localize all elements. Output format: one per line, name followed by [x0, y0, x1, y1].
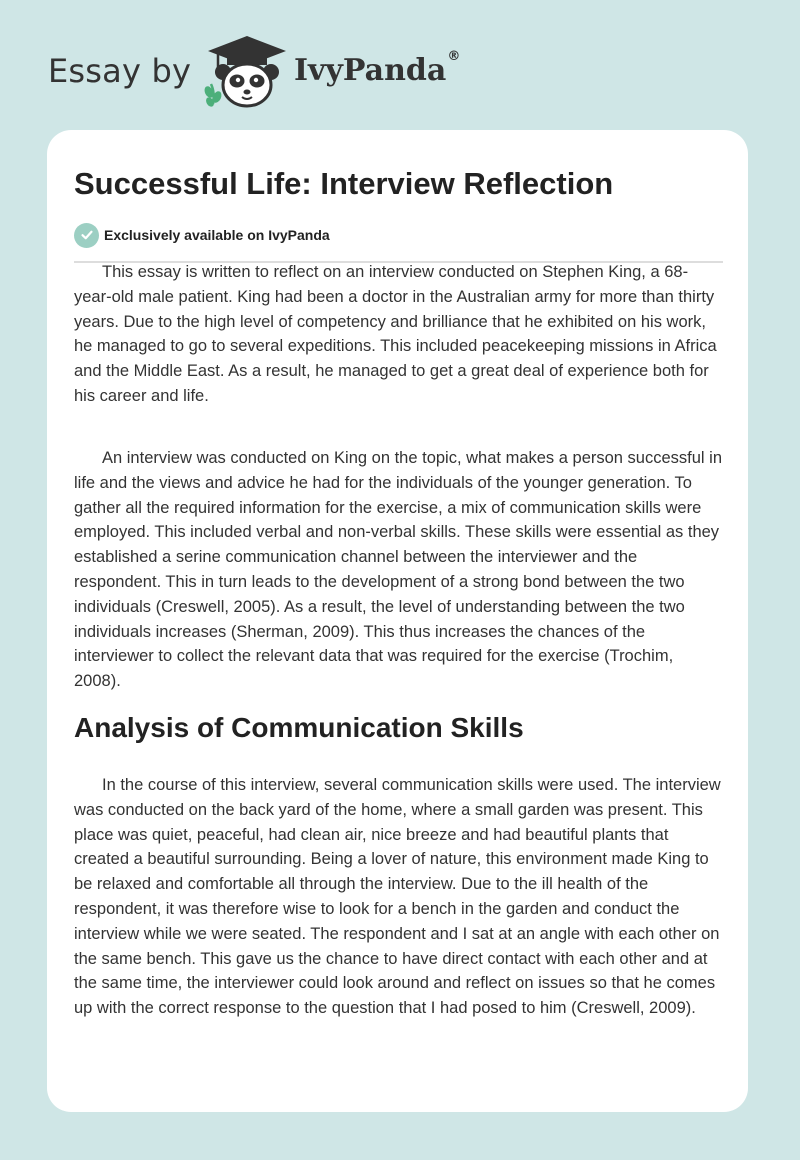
intro-paragraph-2 — [74, 446, 723, 694]
section-paragraph-1 — [74, 773, 723, 1021]
section-heading: Analysis of Communication Skills — [74, 712, 524, 743]
paragraph: This essay is written to reflect on an interview conducted on Stephen King, a 68-year-old male patient. King had been a doctor in the Australian army for more than thirty years. Due to the high level of competency and brilliance that he exhibited on his work, he managed to go to several expeditions. This included peacekeeping missions in Africa and the Middle East. As a result, he managed to get a great deal of experience both for his career and life. — [74, 263, 717, 405]
exclusive-label: Exclusively available on IvyPanda — [104, 227, 330, 243]
brand-prefix: Essay by — [48, 52, 192, 90]
trademark-symbol: ® — [447, 49, 461, 64]
paragraph: An interview was conducted on King on the topic, what makes a person successful in life and the views and advice he had for the individuals of the younger generation. To gather all the required information for the exercise, a mix of communication skills were employed. This included verbal and non-verbal skills. These skills were essential as they established a serine communication channel between the interviewer and the respondent. This in turn leads to the development of a strong bond between the two individuals (Creswell, 2005). As a result, the level of understanding between the two individuals increases (Sherman, 2009). This thus increases the chances of the interviewer to collect the relevant data that was required for the exercise (Trochim, 2008). — [74, 449, 723, 691]
brand-name: IvyPanda® — [294, 49, 461, 88]
intro-paragraph-1 — [74, 260, 723, 409]
exclusive-notice — [74, 222, 330, 248]
essay-card — [47, 130, 748, 1112]
check-badge-icon — [74, 223, 99, 248]
paragraph: In the course of this interview, several communication skills were used. The interview was conducted on the back yard of the home, where a small garden was present. This place was quiet, peaceful, had clean air, nice breeze and had beautiful plants that created a beautiful surrounding. Being a lover of nature, this environment made King to be relaxed and comfortable all through the interview. Due to the ill health of the respondent, it was therefore wise to look for a bench in the garden and conduct the interview while we were seated. The respondent and I sat at an angle with each other on the same bench. This gave us the chance to have direct contact with each other and at the same time, the interviewer could look around and reflect on issues so that he comes up with the correct response to the question that I had posed to him (Creswell, 2009). — [74, 776, 721, 1018]
panda-graduate-logo-icon — [204, 34, 290, 110]
essay-title: Successful Life: Interview Reflection — [74, 166, 614, 201]
site-brand[interactable] — [48, 34, 508, 114]
